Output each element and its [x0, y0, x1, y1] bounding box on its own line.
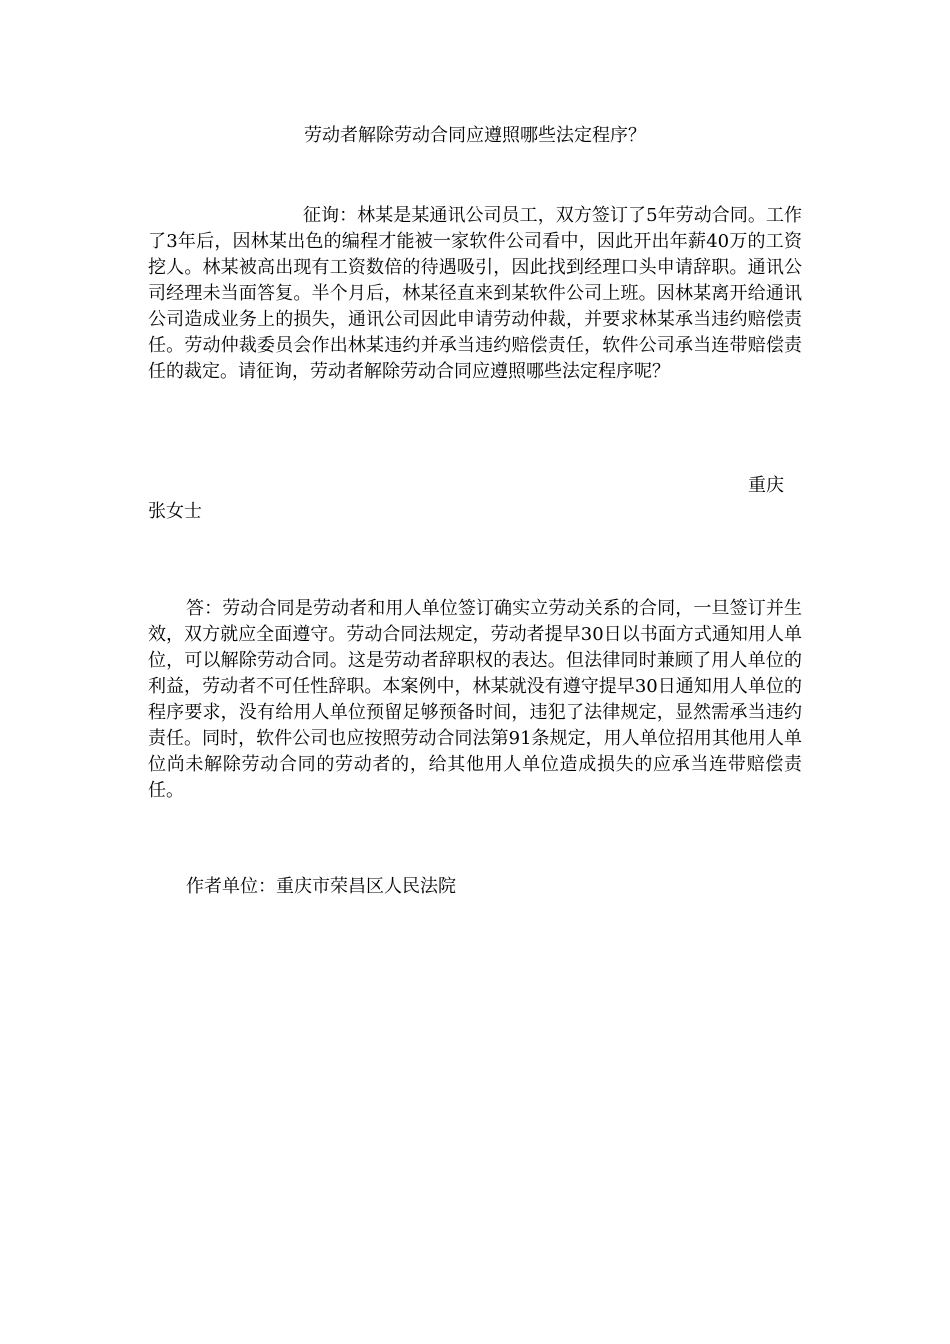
- answer-paragraph: 答：劳动合同是劳动者和用人单位签订确实立劳动关系的合同，一旦签订并生效，双方就应全面遵守。劳动合同法规定，劳动者提早30日以书面方式通知用人单位，可以解除劳动合同。这是劳动者辞职权的表达。但法律同时兼顾了用人单位的利益，劳动者不可任性辞职。本案例中，林某就没有遵守提早30日通知用人单位的程序要求，没有给用人单位预留足够预备时间，违犯了法律规定，显然需承当违约责任。同时，软件公司也应按照劳动合同法第91条规定，用人单位招用其他用人单位尚未解除劳动合同的劳动者的，给其他用人单位造成损失的应承当连带赔偿责任。: [148, 598, 802, 801]
- author-affiliation: 作者单位：重庆市荣昌区人民法院: [186, 876, 456, 897]
- question-paragraph: 征询：林某是某通讯公司员工，双方签订了5年劳动合同。工作了3年后，因林某出色的编程才能被一家软件公司看中，因此开出年薪40万的工资挖人。林某被高出现有工资数倍的待遇吸引，因此找到经理口头申请辞职。通讯公司经理未当面答复。半个月后，林某径直来到某软件公司上班。因林某离开给通讯公司造成业务上的损失，通讯公司因此申请劳动仲裁，并要求林某承当违约赔偿责任。劳动仲裁委员会作出林某违约并承当违约赔偿责任，软件公司承当连带赔偿责任的裁定。请征询，劳动者解除劳动合同应遵照哪些法定程序呢？: [148, 205, 802, 382]
- signature-place: 重庆: [748, 475, 784, 496]
- signature-name: 张女士: [148, 501, 202, 522]
- document-title: 劳动者解除劳动合同应遵照哪些法定程序？: [304, 125, 646, 146]
